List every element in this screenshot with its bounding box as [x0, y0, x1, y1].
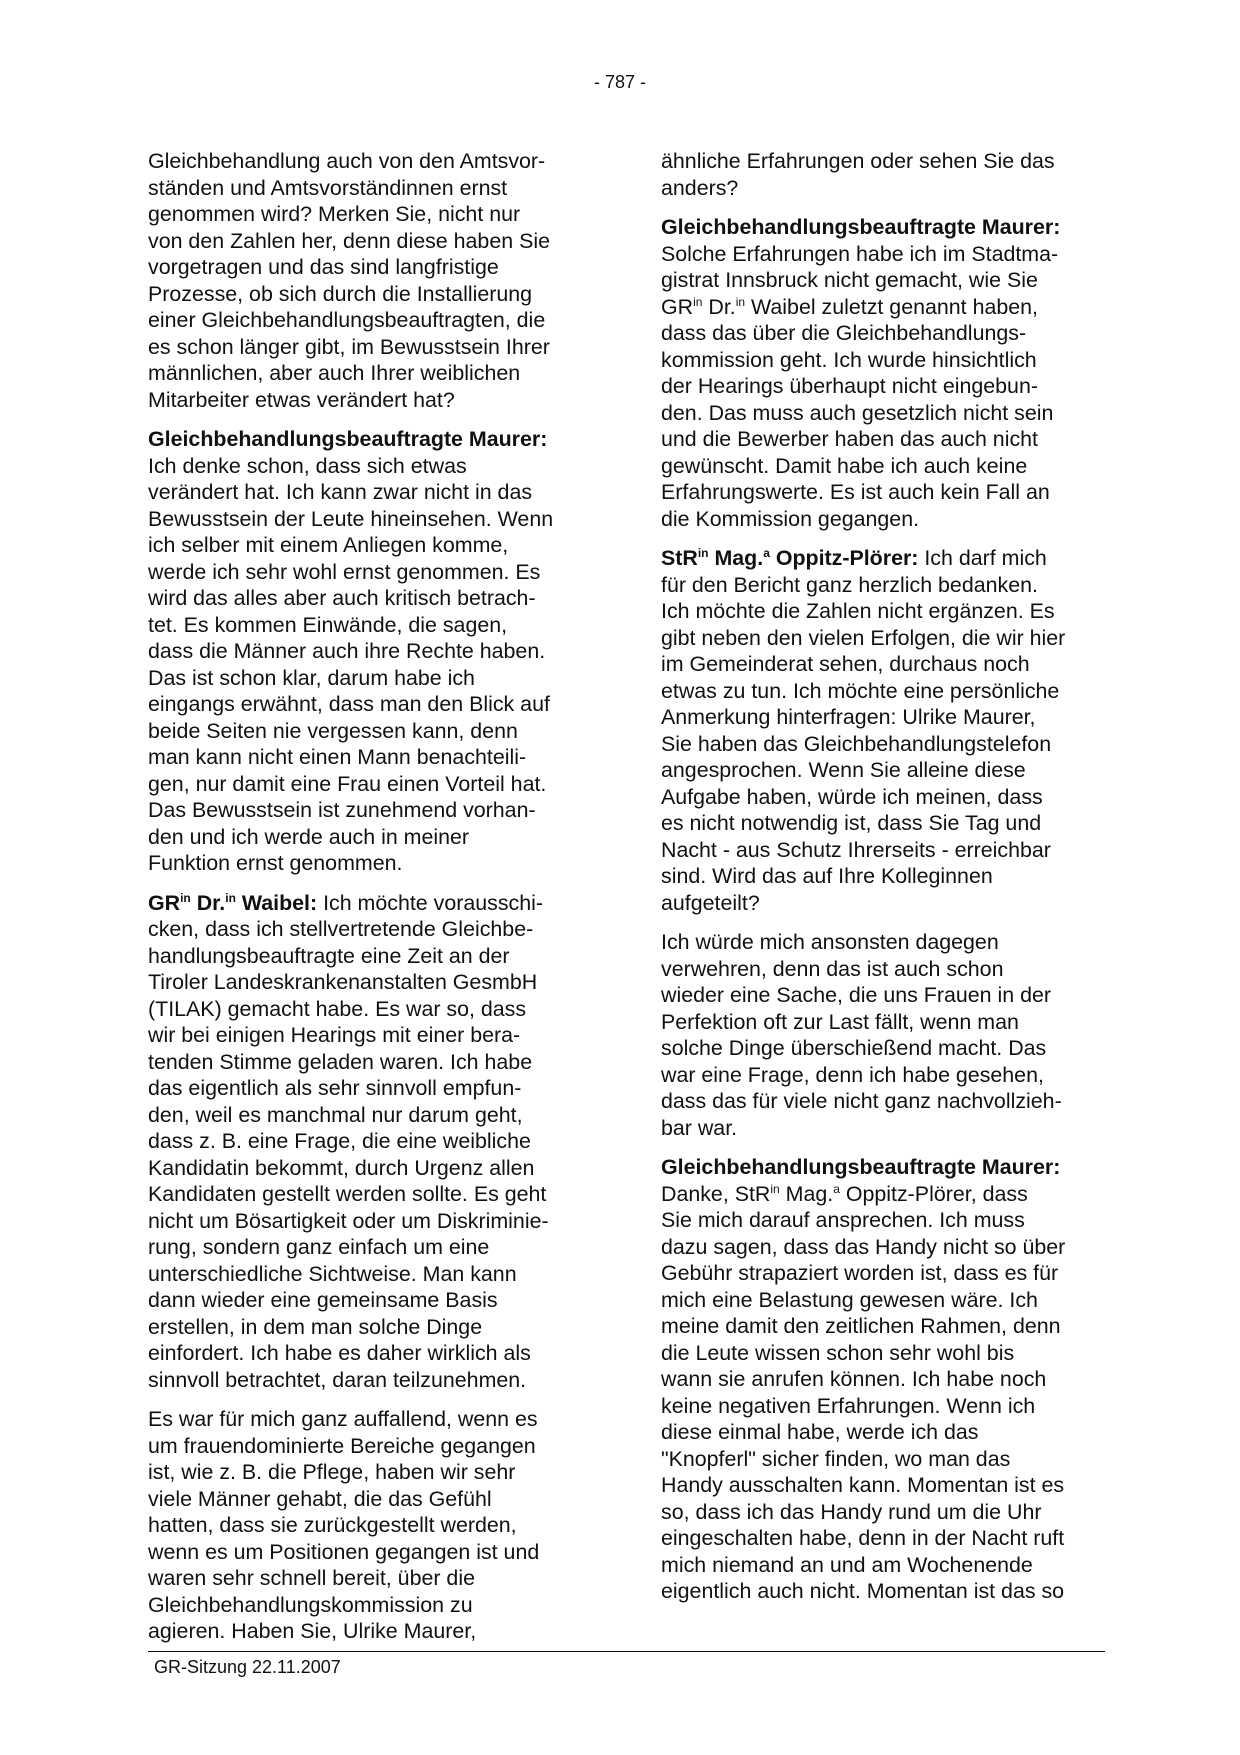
text-fragment: Oppitz-Plörer, dass: [839, 1181, 1028, 1206]
text-line: Prozesse, ob sich durch die Installierung: [148, 281, 533, 306]
text-line: Tiroler Landeskrankenanstalten GesmbH: [148, 970, 538, 994]
text-line: Gleichbehandlungskommission zu: [148, 1592, 473, 1617]
text-line: Bewusstsein der Leute hineinsehen. Wenn: [148, 506, 554, 531]
text-line: eigentlich auch nicht. Momentan ist das so: [661, 1579, 1065, 1603]
text-line: es schon länger gibt, im Bewusstsein Ihrer: [148, 334, 550, 359]
speaker-label: Gleichbehandlungsbeauftragte Maurer:: [661, 1155, 1061, 1179]
text-line: einer Gleichbehandlungsbeauftragten, die: [148, 308, 546, 332]
text-line: Kandidaten gestellt werden sollte. Es geht: [148, 1182, 547, 1206]
superscript: in: [225, 890, 236, 905]
speaker-title: GR: [148, 890, 181, 915]
text-line: eingeschalten habe, denn in der Nacht ruft: [661, 1526, 1065, 1550]
text-line: Mitarbeiter etwas verändert hat?: [148, 387, 455, 412]
text-line: vorgetragen und das sind langfristige: [148, 255, 499, 279]
text-line: männlichen, aber auch Ihrer weiblichen: [148, 361, 521, 385]
text-line: Gleichbehandlung auch von den Amtsvor-: [148, 149, 546, 173]
text-line: den. Das muss auch gesetzlich nicht sein: [661, 400, 1054, 425]
text-line: im Gemeinderat sehen, durchaus noch: [661, 652, 1030, 676]
text-line: man kann nicht einen Mann benachteili-: [148, 745, 527, 769]
text-line: Erfahrungswerte. Es ist auch kein Fall an: [661, 480, 1050, 504]
text-line: dass das für viele nicht ganz nachvollzieh-: [661, 1089, 1062, 1113]
text-line: Ich denke schon, dass sich etwas: [148, 453, 467, 478]
text-line: dann wieder eine gemeinsame Basis: [148, 1288, 498, 1312]
text-line: Es war für mich ganz auffallend, wenn es: [148, 1407, 538, 1431]
text-line: solche Dinge überschießend macht. Das: [661, 1036, 1047, 1060]
superscript: in: [180, 890, 191, 905]
text-line: nicht um Bösartigkeit oder um Diskriminie-: [148, 1208, 549, 1233]
text-fragment: Ich möchte vorausschi-: [317, 890, 544, 915]
text-line: erstellen, in dem man solche Dinge: [148, 1314, 483, 1339]
text-line: dazu sagen, dass das Handy nicht so über: [661, 1234, 1066, 1259]
text-line: ich selber mit einem Anliegen komme,: [148, 533, 509, 557]
speaker-label: Gleichbehandlungsbeauftragte Maurer:: [661, 215, 1061, 239]
text-line: [148, 890, 588, 917]
title-abbrev: GR: [661, 294, 694, 319]
text-line: waren sehr schnell bereit, über die: [148, 1566, 475, 1590]
paragraph-left-3: [148, 890, 588, 1394]
paragraph-left-1: [148, 148, 588, 413]
text-line: sinnvoll betrachtet, daran teilzunehmen.: [148, 1367, 527, 1392]
text-line: beide Seiten nie vergessen kann, denn: [148, 718, 518, 743]
paragraph-right-1: [661, 148, 1101, 201]
text-line: rung, sondern ganz einfach um eine: [148, 1235, 490, 1259]
text-line: bar war.: [661, 1115, 738, 1140]
text-line: Das ist schon klar, darum habe ich: [148, 665, 475, 690]
text-line: ständen und Amtsvorständinnen ernst: [148, 175, 508, 200]
footer-divider: [148, 1651, 1105, 1652]
superscript: in: [693, 294, 703, 309]
text-line: Anmerkung hinterfragen: Ulrike Maurer,: [661, 705, 1036, 729]
text-line: einfordert. Ich habe es daher wirklich als: [148, 1341, 531, 1365]
text-line: der Hearings überhaupt nicht eingebun-: [661, 374, 1038, 398]
text-line: um frauendominierte Bereiche gegangen: [148, 1433, 536, 1458]
text-line: hatten, dass sie zurückgestellt werden,: [148, 1513, 517, 1537]
text-line: die Kommission gegangen.: [661, 506, 920, 531]
text-line: viele Männer gehabt, die das Gefühl: [148, 1486, 492, 1511]
text-line: für den Bericht ganz herzlich bedanken.: [661, 572, 1038, 597]
paragraph-right-2: [661, 214, 1101, 532]
superscript: in: [770, 1181, 780, 1196]
text-line: ähnliche Erfahrungen oder sehen Sie das: [661, 149, 1055, 173]
text-line: verändert hat. Ich kann zwar nicht in das: [148, 480, 533, 504]
text-line: Das Bewusstsein ist zunehmend vorhan-: [148, 798, 536, 822]
footer-text: GR-Sitzung 22.11.2007: [154, 1657, 341, 1677]
title-abbrev: Mag.: [779, 1181, 834, 1206]
text-line: und die Bewerber haben das auch nicht: [661, 427, 1038, 451]
speaker-title: StR: [661, 546, 698, 570]
text-line: handlungsbeauftragte eine Zeit an der: [148, 943, 510, 968]
text-line: den, weil es manchmal nur darum geht,: [148, 1102, 523, 1127]
text-line: wann sie anrufen können. Ich habe noch: [661, 1367, 1047, 1391]
text-line: Kandidatin bekommt, durch Urgenz allen: [148, 1155, 535, 1180]
right-column: [661, 148, 1101, 1618]
speaker-title: Mag.: [708, 546, 764, 570]
text-line: aufgeteilt?: [661, 890, 760, 915]
text-line: gistrat Innsbruck nicht gemacht, wie Sie: [661, 268, 1038, 292]
page-number: - 787 -: [593, 72, 647, 92]
text-line: Handy ausschalten kann. Momentan ist es: [661, 1473, 1065, 1497]
text-line: wieder eine Sache, die uns Frauen in der: [661, 983, 1052, 1007]
speaker-title: Dr.: [190, 890, 226, 915]
title-abbrev: Dr.: [702, 294, 736, 319]
text-line: so, dass ich das Handy rund um die Uhr: [661, 1499, 1042, 1524]
text-line: Ich würde mich ansonsten dagegen: [661, 930, 999, 954]
text-line: Solche Erfahrungen habe ich im Stadtma-: [661, 241, 1059, 266]
text-line: Gebühr strapaziert worden ist, dass es für: [661, 1261, 1059, 1285]
paragraph-right-5: [661, 1154, 1101, 1605]
text-line: gibt neben den vielen Erfolgen, die wir hier: [661, 625, 1066, 650]
text-line: Funktion ernst genommen.: [148, 851, 403, 875]
text-line: cken, dass ich stellvertretende Gleichbe-: [148, 917, 534, 941]
paragraph-left-2: [148, 426, 588, 877]
text-line: das eigentlich als sehr sinnvoll empfun-: [148, 1076, 522, 1100]
text-line: mich eine Belastung gewesen wäre. Ich: [661, 1287, 1038, 1312]
text-line: angesprochen. Wenn Sie alleine diese: [661, 758, 1026, 782]
text-line: dass das über die Gleichbehandlungs-: [661, 321, 1027, 345]
text-line: kommission geht. Ich wurde hinsichtlich: [661, 347, 1037, 372]
text-line: wenn es um Positionen gegangen ist und: [148, 1539, 540, 1564]
text-line: anders?: [661, 175, 739, 200]
text-line: den und ich werde auch in meiner: [148, 824, 470, 849]
text-line: sind. Wird das auf Ihre Kolleginnen: [661, 864, 993, 888]
text-line: [661, 545, 1101, 572]
speaker-label: [661, 546, 918, 570]
text-line: verwehren, denn das ist auch schon: [661, 956, 1004, 981]
text-line: ist, wie z. B. die Pflege, haben wir sehr: [148, 1460, 516, 1484]
text-line: "Knopferl" sicher finden, wo man das: [661, 1446, 1011, 1471]
text-line: gen, nur damit eine Frau einen Vorteil hat.: [148, 771, 547, 796]
text-line: werde ich sehr wohl ernst genommen. Es: [148, 559, 541, 584]
speaker-label: [148, 891, 317, 915]
text-line: wir bei einigen Hearings mit einer bera-: [148, 1023, 521, 1047]
text-line: Sie mich darauf ansprechen. Ich muss: [661, 1208, 1025, 1232]
text-line: Ich möchte die Zahlen nicht ergänzen. Es: [661, 599, 1055, 623]
text-line: meine damit den zeitlichen Rahmen, denn: [661, 1314, 1061, 1338]
speaker-name: Oppitz-Plörer:: [769, 546, 919, 570]
superscript: a: [763, 546, 770, 560]
superscript: in: [697, 546, 709, 560]
speaker-label: Gleichbehandlungsbeauftragte Maurer:: [148, 427, 548, 451]
text-line: [661, 1181, 1101, 1208]
text-line: diese einmal habe, werde ich das: [661, 1420, 979, 1444]
text-line: unterschiedliche Sichtweise. Man kann: [148, 1261, 517, 1286]
text-line: es nicht notwendig ist, dass Sie Tag und: [661, 811, 1042, 835]
speaker-name: Waibel:: [235, 890, 318, 915]
text-line: war eine Frage, denn ich habe gesehen,: [661, 1062, 1044, 1087]
text-line: Nacht - aus Schutz Ihrerseits - erreichbar: [661, 837, 1051, 862]
text-line: Aufgabe haben, würde ich meinen, dass: [661, 784, 1043, 809]
text-line: die Leute wissen schon sehr wohl bis: [661, 1340, 1015, 1365]
text-line: tet. Es kommen Einwände, die sagen,: [148, 612, 508, 637]
text-line: dass die Männer auch ihre Rechte haben.: [148, 639, 546, 663]
text-fragment: Ich darf mich: [918, 546, 1047, 570]
superscript: a: [833, 1181, 840, 1196]
text-line: von den Zahlen her, denn diese haben Sie: [148, 228, 550, 253]
text-line: Sie haben das Gleichbehandlungstelefon: [661, 731, 1052, 756]
text-line: dass z. B. eine Frage, die eine weibliche: [148, 1129, 531, 1153]
text-fragment: Danke, StR: [661, 1181, 771, 1206]
paragraph-left-4: [148, 1406, 588, 1645]
text-line: keine negativen Erfahrungen. Wenn ich: [661, 1393, 1036, 1418]
text-line: gewünscht. Damit habe ich auch keine: [661, 453, 1028, 478]
paragraph-right-4: [661, 929, 1101, 1141]
text-line: tenden Stimme geladen waren. Ich habe: [148, 1049, 533, 1074]
text-line: eingangs erwähnt, dass man den Blick auf: [148, 692, 550, 716]
text-fragment: Waibel zuletzt genannt haben,: [745, 294, 1038, 319]
left-column: [148, 148, 588, 1658]
text-line: etwas zu tun. Ich möchte eine persönliche: [661, 678, 1060, 703]
superscript: in: [735, 294, 746, 309]
text-line: (TILAK) gemacht habe. Es war so, dass: [148, 996, 527, 1021]
text-line: wird das alles aber auch kritisch betrach-: [148, 586, 536, 610]
text-line: [661, 294, 1101, 321]
text-line: Perfektion oft zur Last fällt, wenn man: [661, 1009, 1019, 1034]
text-line: mich niemand an und am Wochenende: [661, 1552, 1033, 1577]
paragraph-right-3: [661, 545, 1101, 916]
text-line: genommen wird? Merken Sie, nicht nur: [148, 202, 521, 226]
text-line: agieren. Haben Sie, Ulrike Maurer,: [148, 1619, 477, 1643]
